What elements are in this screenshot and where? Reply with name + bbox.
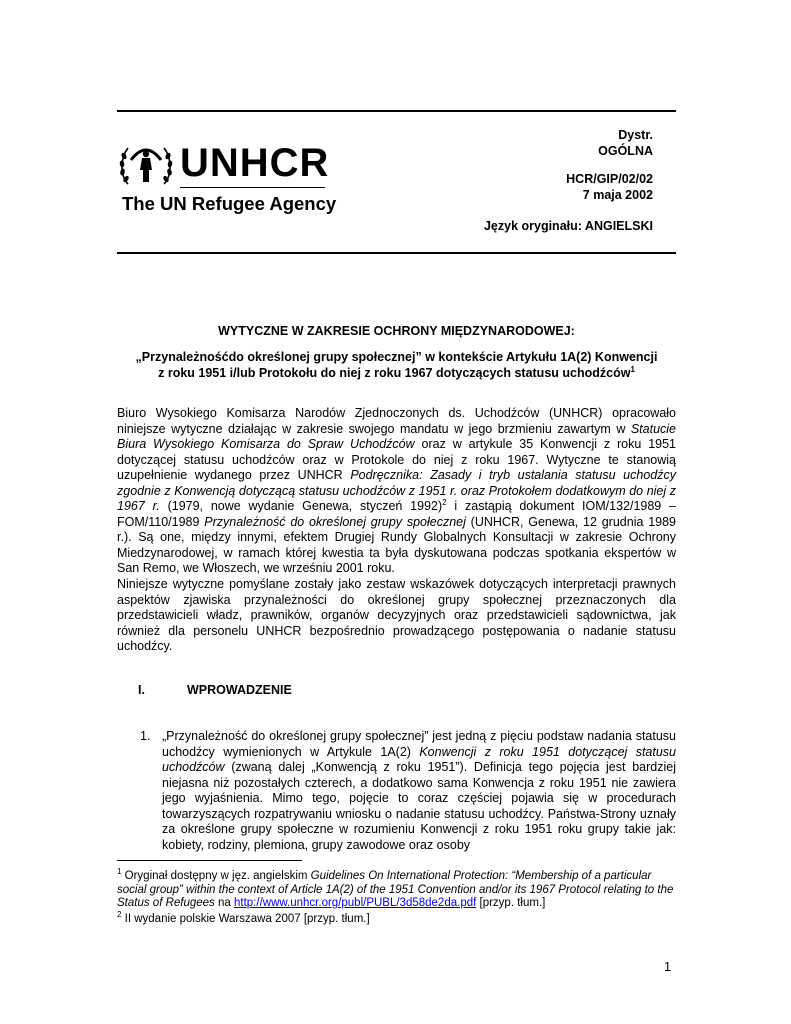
title-line-2: „Przynależnośćdo określonej grupy społecznej” w kontekście Artykułu 1A(2) Konwencji <box>135 350 658 364</box>
logo-tagline: The UN Refugee Agency <box>122 193 337 214</box>
footnote-2-text: II wydanie polskie Warszawa 2007 [przyp. tłum.] <box>121 913 370 925</box>
item1-text-1: „Przynależność do określonej grupy społecznej” jest jedną z pięciu podstaw nadania statusu uchodźcy wymienionych w Artykule 1A(2) <box>162 729 676 759</box>
original-language: Język oryginału: ANGIELSKI <box>483 219 653 233</box>
section-title: WPROWADZENIE <box>187 683 292 697</box>
footnote-1-number: 1 <box>117 867 122 877</box>
document-title <box>117 323 676 381</box>
p1-statute-title: Statucie Biura Wysokiego Komisarza do Spraw Uchodźców <box>117 421 676 451</box>
footnote-1-link[interactable]: http://www.unhcr.org/publ/PUBL/3d58de2da.pdf <box>234 897 477 909</box>
p1-text-2: oraz w artykule 35 Konwencji z roku 1951 dotyczącej statusu uchodźców oraz w Protokole do niej z roku 1967. Wytyczne te stanowią uzupełnienie wydanego przez UNHCR <box>117 437 677 482</box>
document-number: HCR/GIP/02/02 <box>566 172 653 186</box>
footnote-1-english-title: Guidelines On International Protection: “Membership of a particular social group” within the context of Article 1A(2) of the 1951 Convention and/or its 1967 Protocol relating to the Status of Refugees <box>117 870 674 909</box>
title-line-1: WYTYCZNE W ZAKRESIE OCHRONY MIĘDZYNARODOWEJ: <box>218 324 575 338</box>
item-1-paragraph <box>162 729 676 853</box>
p1-text-1: Biuro Wysokiego Komisarza Narodów Zjednoczonych ds. Uchodźców (UNHCR) opracowało niniejsze wytyczne działając w zakresie swojego mandatu w jego brzmieniu zawartym w <box>117 406 676 436</box>
logo-wordmark: UNHCR <box>180 141 330 185</box>
unhcr-logo <box>118 140 338 220</box>
p1-text-4: i zastąpią dokument IOM/132/1989 – FOM/110/1989 <box>117 499 677 529</box>
header-bottom-rule <box>117 252 676 254</box>
intro-paragraph-1 <box>117 406 676 577</box>
footnote-1-text-2: na <box>214 897 234 909</box>
page-number: 1 <box>664 960 671 974</box>
p1-handbook-title: Podręcznika: Zasady i tryb ustalania statusu uchodźcy zgodnie z Konwencją dotyczącą statusu uchodźców z 1951 r. oraz Protokołem dodatkowym do niej z 1967 r. <box>117 468 676 513</box>
title-line-3 <box>117 365 676 381</box>
title-line-3-text: z roku 1951 i/lub Protokołu do niej z roku 1967 dotyczących statusu uchodźców <box>158 366 631 380</box>
footnote-ref-1[interactable]: 1 <box>630 364 635 374</box>
footnote-2 <box>117 910 676 927</box>
p1-text-5: (UNHCR, Genewa, 12 grudnia 1989 r.). Są one, między innymi, efektem Drugiej Rundy Globalnych Konsultacji w zakresie Ochrony Miedzynarodowej, w ramach której kwestia ta była dyskutowana podczas spotkania ekspertów w San Remo, we Włoszech, we wrześniu 2001 roku. <box>117 514 677 575</box>
item-number: 1. <box>140 729 151 743</box>
intro-paragraph-2: Niniejsze wytyczne pomyślane zostały jako zestaw wskazówek dotyczących interpretacji prawnych aspektów zjawiska przynależności do określonej grupy społecznej przeznaczonych dla przedstawicieli władz, prawników, organów decyzyjnych oraz przedstawicieli sądownictwa, jak również dla personelu UNHCR bezpośrednio prowadzącego postępowania o nadanie statusu uchodźcy. <box>117 577 676 653</box>
footnote-1-text-1: Oryginał dostępny w jęz. angielskim <box>121 870 311 882</box>
item1-text-2: (zwaną dalej „Konwencją z roku 1951”). Definicja tego pojęcia jest bardziej niejasna niż pozostałych czterech, a dodatkowo sama Konwencja z roku 1951 nie zawiera jego wyjaśnienia. Mimo tego, pojęcie to coraz częściej pojawia się w procedurach towarzyszących rozpatrywaniu wniosku o nadanie statusu uchodźcy. Państwa-Strony uznały za określone grupy społeczne w rozumieniu Konwencji z roku 1951 roku grupy takie jak: kobiety, rodziny, plemiona, grupy zawodowe oraz osoby <box>162 760 676 852</box>
section-number: I. <box>138 683 145 697</box>
item1-convention-title: Konwencji z roku 1951 dotyczącej statusu uchodźców <box>162 744 676 774</box>
footnote-separator <box>117 860 302 861</box>
footnote-1-text-3: [przyp. tłum.] <box>476 897 546 909</box>
distribution-value: OGÓLNA <box>598 144 653 158</box>
unhcr-emblem-icon <box>118 142 174 188</box>
p1-document-title: Przynależność do określonej grupy społecznej <box>204 514 466 529</box>
distribution-label: Dystr. <box>618 128 653 142</box>
header-top-rule <box>117 110 676 112</box>
footnote-2-number: 2 <box>117 910 122 920</box>
footnote-ref-2[interactable]: 2 <box>442 497 447 507</box>
document-date: 7 maja 2002 <box>582 188 653 202</box>
logo-divider <box>180 187 325 188</box>
footnote-1 <box>117 867 676 911</box>
p1-text-3: (1979, nowe wydanie Genewa, styczeń 1992) <box>159 499 443 513</box>
